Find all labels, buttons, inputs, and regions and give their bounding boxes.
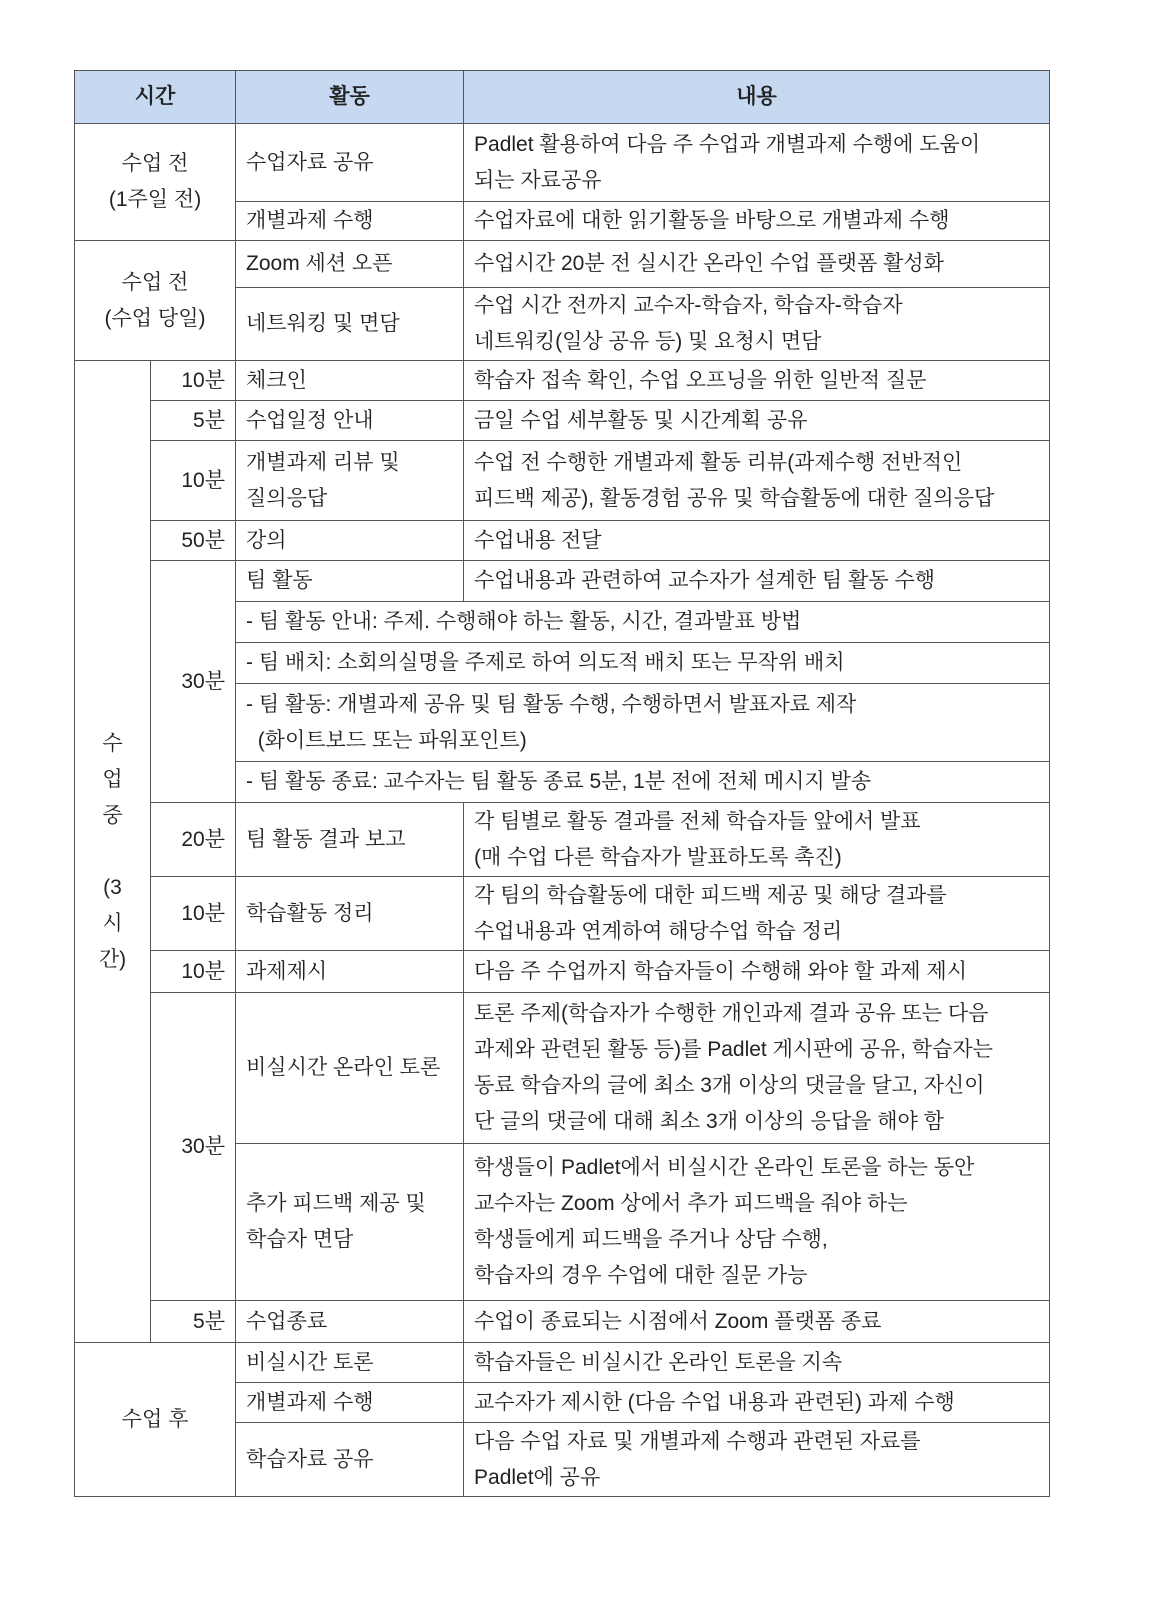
header-row [75,71,1050,124]
time-cell: 30분 [151,993,236,1301]
phase-label: 수업 후 [75,1343,236,1497]
team-bullet: - 팀 활동: 개별과제 공유 및 팀 활동 수행, 수행하면서 발표자료 제작 (화이트보드 또는 파워포인트) [236,684,1050,762]
time-cell: 20분 [151,803,236,877]
table-row [75,1343,1050,1383]
team-bullet: - 팀 배치: 소회의실명을 주제로 하여 의도적 배치 또는 무작위 배치 [236,643,1050,684]
table-row [75,951,1050,993]
activity-cell: 학습자료 공유 [236,1423,464,1497]
activity-cell: 개별과제 수행 [236,202,464,241]
time-cell: 5분 [151,401,236,441]
time-cell: 10분 [151,877,236,951]
content-cell: 각 팀의 학습활동에 대한 피드백 제공 및 해당 결과를 수업내용과 연계하여 해당수업 학습 정리 [464,877,1050,951]
activity-cell: 비실시간 토론 [236,1343,464,1383]
content-cell: 학습자 접속 확인, 수업 오프닝을 위한 일반적 질문 [464,361,1050,401]
table-row [75,124,1050,202]
content-cell: 수업내용 전달 [464,521,1050,561]
phase-label: 수 업 중 (3 시 간) [75,361,151,1343]
activity-cell: 네트워킹 및 면담 [236,288,464,361]
table-row [75,803,1050,877]
content-cell: 다음 수업 자료 및 개별과제 수행과 관련된 자료를 Padlet에 공유 [464,1423,1050,1497]
activity-cell: 비실시간 온라인 토론 [236,993,464,1144]
table-row [75,521,1050,561]
table-row [75,561,1050,602]
activity-cell: 체크인 [236,361,464,401]
activity-cell: 수업일정 안내 [236,401,464,441]
activity-cell: 강의 [236,521,464,561]
header-content: 내용 [464,71,1050,124]
content-cell: 수업이 종료되는 시점에서 Zoom 플랫폼 종료 [464,1301,1050,1343]
activity-cell: 팀 활동 결과 보고 [236,803,464,877]
content-cell: 학생들이 Padlet에서 비실시간 온라인 토론을 하는 동안 교수자는 Zoom 상에서 추가 피드백을 줘야 하는 학생들에게 피드백을 주거나 상담 수행, 학습자의 경우 수업에 대한 질문 가능 [464,1144,1050,1301]
time-cell: 10분 [151,951,236,993]
time-cell: 10분 [151,441,236,521]
content-cell: 수업시간 20분 전 실시간 온라인 수업 플랫폼 활성화 [464,241,1050,288]
content-cell: 각 팀별로 활동 결과를 전체 학습자들 앞에서 발표 (매 수업 다른 학습자가 발표하도록 촉진) [464,803,1050,877]
content-cell: 수업내용과 관련하여 교수자가 설계한 팀 활동 수행 [464,561,1050,602]
activity-cell: 추가 피드백 제공 및 학습자 면담 [236,1144,464,1301]
content-cell: Padlet 활용하여 다음 주 수업과 개별과제 수행에 도움이 되는 자료공유 [464,124,1050,202]
team-bullet: - 팀 활동 안내: 주제. 수행해야 하는 활동, 시간, 결과발표 방법 [236,602,1050,643]
activity-cell: 개별과제 리뷰 및 질의응답 [236,441,464,521]
content-cell: 다음 주 수업까지 학습자들이 수행해 와야 할 과제 제시 [464,951,1050,993]
table-row [75,401,1050,441]
content-cell: 학습자들은 비실시간 온라인 토론을 지속 [464,1343,1050,1383]
activity-cell: 학습활동 정리 [236,877,464,951]
activity-cell: 개별과제 수행 [236,1383,464,1423]
content-cell: 금일 수업 세부활동 및 시간계획 공유 [464,401,1050,441]
table-row [75,441,1050,521]
header-activity: 활동 [236,71,464,124]
content-cell: 수업자료에 대한 읽기활동을 바탕으로 개별과제 수행 [464,202,1050,241]
time-cell: 50분 [151,521,236,561]
team-bullet: - 팀 활동 종료: 교수자는 팀 활동 종료 5분, 1분 전에 전체 메시지 발송 [236,762,1050,803]
activity-cell: Zoom 세션 오픈 [236,241,464,288]
content-cell: 토론 주제(학습자가 수행한 개인과제 결과 공유 또는 다음 과제와 관련된 활동 등)를 Padlet 게시판에 공유, 학습자는 동료 학습자의 글에 최소 3개 이상의 댓글을 달고, 자신이 단 글의 댓글에 대해 최소 3개 이상의 응답을 해야 함 [464,993,1050,1144]
time-cell: 5분 [151,1301,236,1343]
table-row [75,241,1050,288]
phase-label: 수업 전 (수업 당일) [75,241,236,361]
table-row [75,361,1050,401]
header-time: 시간 [75,71,236,124]
time-cell: 30분 [151,561,236,803]
table-row [75,877,1050,951]
content-cell: 수업 전 수행한 개별과제 활동 리뷰(과제수행 전반적인 피드백 제공), 활동경험 공유 및 학습활동에 대한 질의응답 [464,441,1050,521]
content-cell: 교수자가 제시한 (다음 수업 내용과 관련된) 과제 수행 [464,1383,1050,1423]
content-cell: 수업 시간 전까지 교수자-학습자, 학습자-학습자 네트워킹(일상 공유 등) 및 요청시 면담 [464,288,1050,361]
activity-cell: 팀 활동 [236,561,464,602]
activity-cell: 수업자료 공유 [236,124,464,202]
activity-cell: 수업종료 [236,1301,464,1343]
time-cell: 10분 [151,361,236,401]
phase-label: 수업 전 (1주일 전) [75,124,236,241]
activity-cell: 과제제시 [236,951,464,993]
schedule-table [74,70,1050,1497]
table-row [75,993,1050,1144]
table-row [75,1301,1050,1343]
